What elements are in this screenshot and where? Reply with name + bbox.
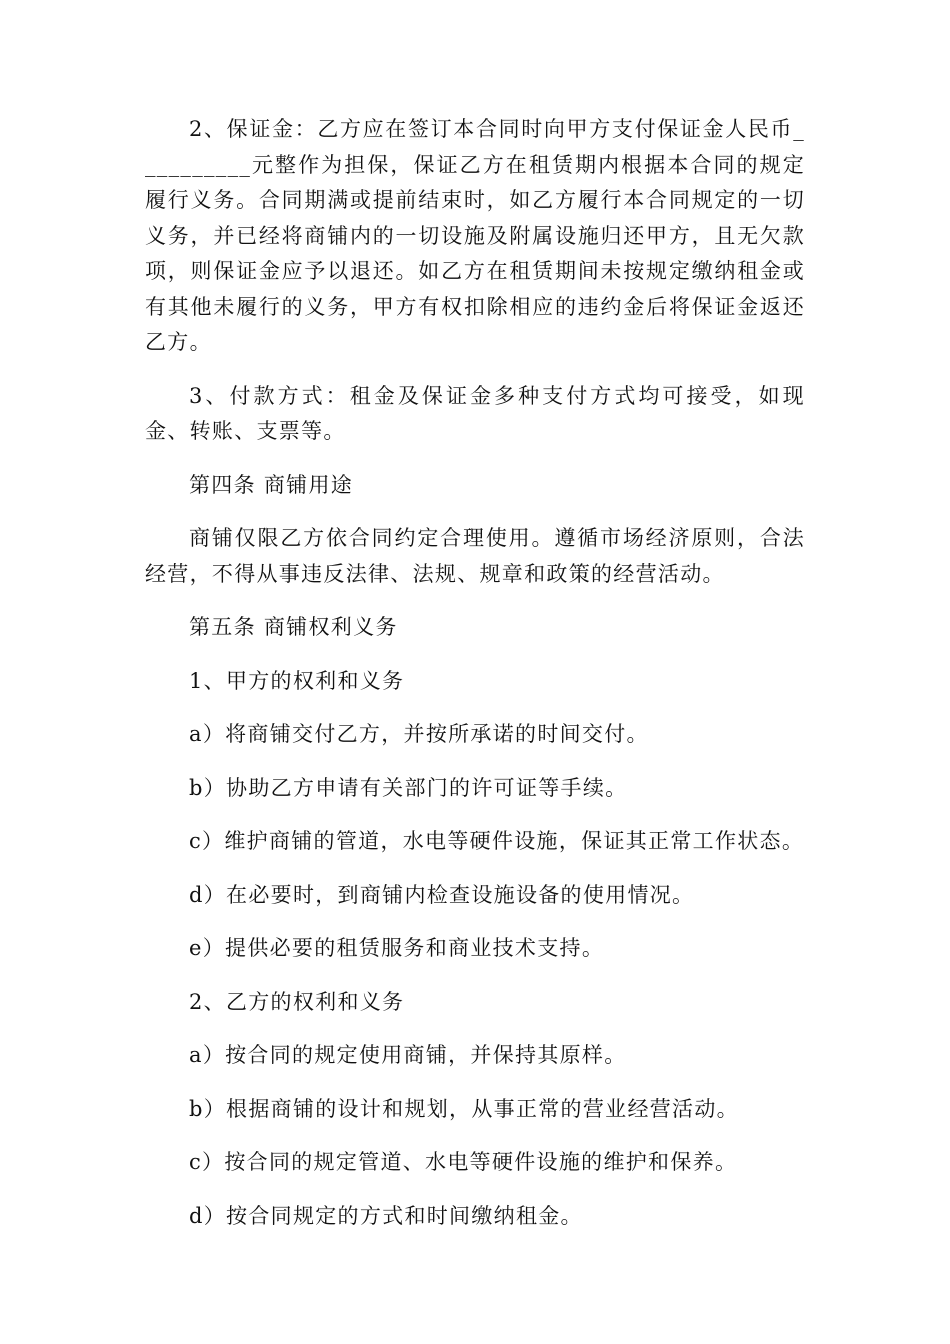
- heading-article-5: 第五条 商铺权利义务: [189, 615, 398, 639]
- document-page: [145, 112, 805, 1252]
- heading-party-b-rights: 2、乙方的权利和义务: [189, 989, 405, 1014]
- list-item-party-b-c: c）按合同的规定管道、水电等硬件设施的维护和保养。: [189, 1150, 738, 1174]
- paragraph-shop-usage: 商铺仅限乙方依合同约定合理使用。遵循市场经济原则，合法经营，不得从事违反法律、法规、规章和政策的经营活动。: [145, 526, 805, 586]
- list-item-party-b-d: d）按合同规定的方式和时间缴纳租金。: [189, 1203, 583, 1228]
- list-item-party-a-c: c）维护商铺的管道，水电等硬件设施，保证其正常工作状态。: [189, 829, 805, 853]
- paragraph-payment-method: 3、付款方式：租金及保证金多种支付方式均可接受，如现金、转账、支票等。: [145, 383, 805, 443]
- list-item-party-a-d: d）在必要时，到商铺内检查设施设备的使用情况。: [189, 882, 695, 907]
- paragraph-deposit: 2、保证金：乙方应在签订本合同时向甲方支付保证金人民币__________元整作为担保，保证乙方在租赁期内根据本合同的规定履行义务。合同期满或提前结束时，如乙方履行本合同规定的一切义务，并已经将商铺内的一切设施及附属设施归还甲方，且无欠款项，则保证金应予以退还。如乙方在租赁期间未按规定缴纳租金或有其他未履行的义务，甲方有权扣除相应的违约金后将保证金返还乙方。: [145, 117, 805, 354]
- heading-party-a-rights: 1、甲方的权利和义务: [189, 668, 405, 693]
- list-item-party-a-a: a）将商铺交付乙方，并按所承诺的时间交付。: [189, 722, 649, 746]
- list-item-party-a-e: e）提供必要的租赁服务和商业技术支持。: [189, 936, 605, 960]
- list-item-party-a-b: b）协助乙方申请有关部门的许可证等手续。: [189, 775, 628, 800]
- list-item-party-b-b: b）根据商铺的设计和规划，从事正常的营业经营活动。: [189, 1096, 739, 1121]
- list-item-party-b-a: a）按合同的规定使用商铺，并保持其原样。: [189, 1043, 627, 1067]
- heading-article-4: 第四条 商铺用途: [189, 472, 354, 497]
